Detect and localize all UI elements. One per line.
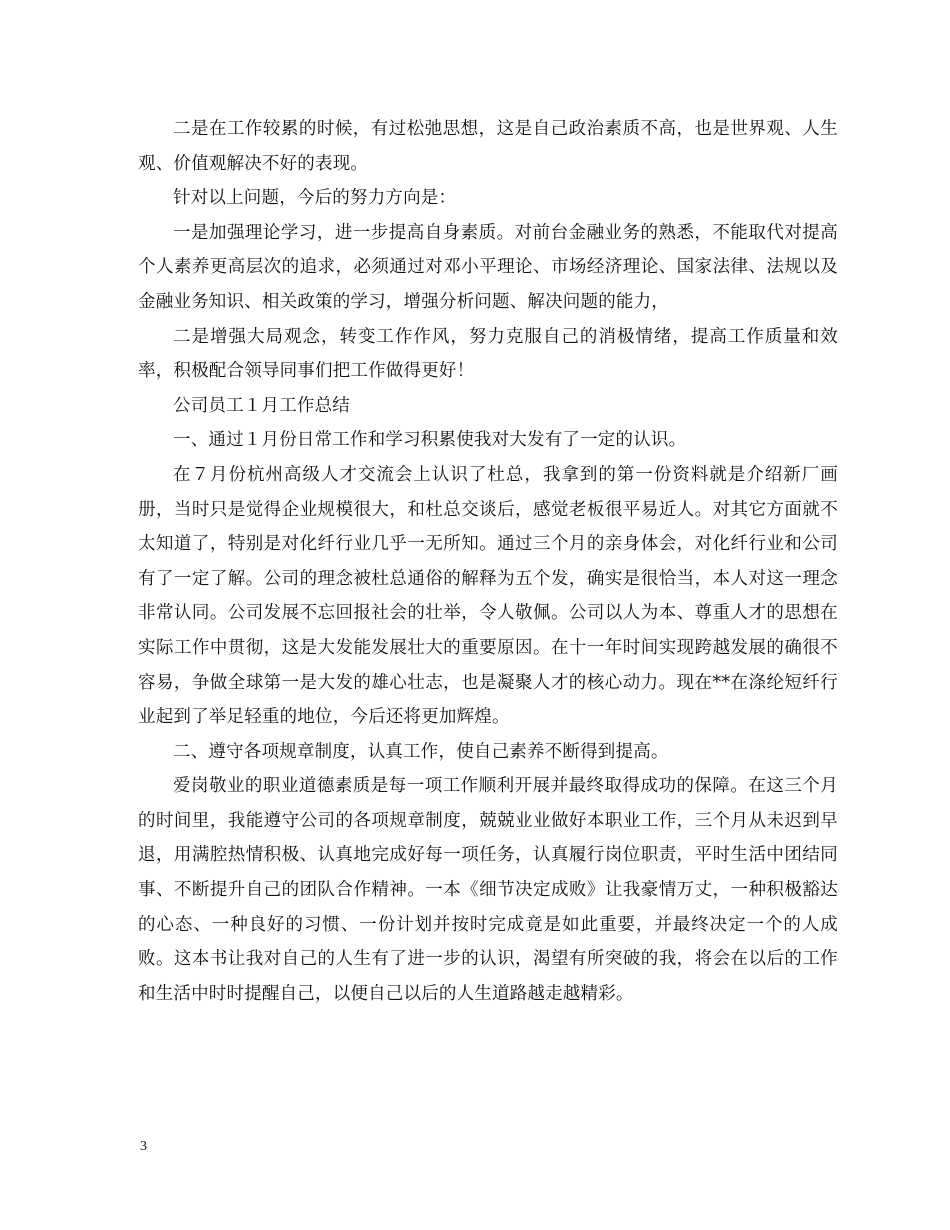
paragraph: 二是在工作较累的时候，有过松弛思想，这是自己政治素质不高，也是世界观、人生观、价值观解决不好的表现。 [138, 119, 838, 174]
paragraph: 一、通过１月份日常工作和学习积累使我对大发有了一定的认识。 [173, 430, 687, 451]
paragraph: 在７月份杭州高级人才交流会上认识了杜总，我拿到的第一份资料就是介绍新厂画册，当时只是觉得企业规模很大，和杜总交谈后，感觉老板很平易近人。对其它方面就不太知道了，特别是对化纤行业几乎一无所知。通过三个月的亲身体会，对化纤行业和公司有了一定了解。公司的理念被杜总通俗的解释为五个发，确实是很恰当，本人对这一理念非常认同。公司发展不忘回报社会的壮举，令人敬佩。公司以人为本、尊重人才的思想在实际工作中贯彻，这是大发能发展壮大的重要原因。在十一年时间实现跨越发展的确很不容易，争做全球第一是大发的雄心壮志，也是凝聚人才的核心动力。现在**在涤纶短纤行业起到了举足轻重的地位，今后还将更加辉煌。 [138, 464, 838, 728]
paragraph: 针对以上问题，今后的努力方向是： [173, 188, 457, 209]
paragraph: 一是加强理论学习，进一步提高自身素质。对前台金融业务的熟悉，不能取代对提高个人素养更高层次的追求，必须通过对邓小平理论、市场经济理论、国家法律、法规以及金融业务知识、相关政策的学习，增强分析问题、解决问题的能力， [138, 222, 838, 312]
paragraph: 二、遵守各项规章制度，认真工作，使自己素养不断得到提高。 [173, 741, 669, 762]
section-heading: 公司员工１月工作总结 [173, 395, 350, 416]
page-number: 3 [140, 1139, 147, 1154]
paragraph: 爱岗敬业的职业道德素质是每一项工作顺利开展并最终取得成功的保障。在这三个月的时间里，我能遵守公司的各项规章制度，兢兢业业做好本职业工作，三个月从未迟到早退，用满腔热情积极、认真地完成好每一项任务，认真履行岗位职责，平时生活中团结同事、不断提升自己的团队合作精神。一本《细节决定成败》让我豪情万丈，一种积极豁达的心态、一种良好的习惯、一份计划并按时完成竟是如此重要，并最终决定一个的人成败。这本书让我对自己的人生有了进一步的认识，渴望有所突破的我，将会在以后的工作和生活中时时提醒自己，以便自己以后的人生道路越走越精彩。 [138, 776, 838, 1004]
paragraph: 二是增强大局观念，转变工作作风，努力克服自己的消极情绪，提高工作质量和效率，积极配合领导同事们把工作做得更好！ [138, 326, 838, 382]
document-body [138, 112, 838, 1011]
